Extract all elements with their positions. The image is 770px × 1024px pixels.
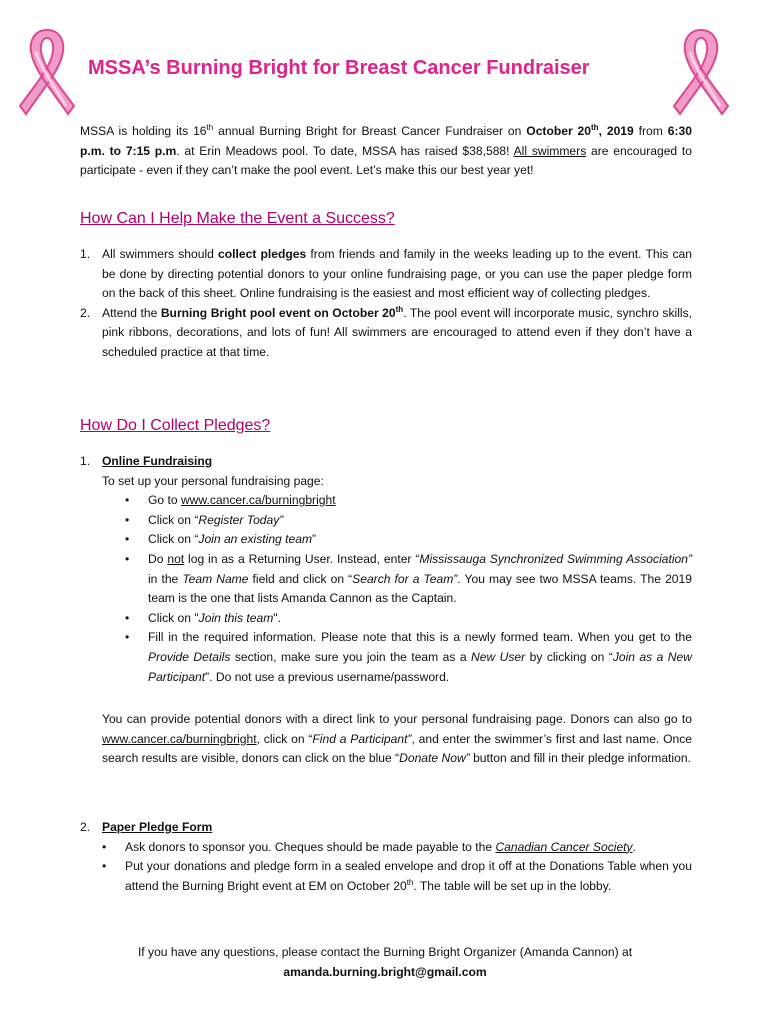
contact-footer (0, 942, 770, 982)
list-item: • Put your donations and pledge form in a sealed envelope and drop it off at the Donations Table when you attend the Burning Bright event at EM on October 20th. The table will be set up in the lobby. (102, 859, 692, 893)
online-fundraising-title: Online Fundraising (102, 454, 213, 468)
online-intro: To set up your personal fundraising page: (102, 473, 324, 488)
list-item: • Do not log in as a Returning User. Instead, enter “Mississauga Synchronized Swimming Association” in the Team Name field and click on “Search for a Team”. You may see two MSSA teams. The 2019 team is the one that lists Amanda Cannon as the Captain. (125, 551, 693, 606)
bullet-icon: • (125, 512, 130, 527)
pink-ribbon-icon-left (16, 22, 78, 118)
donors-paragraph: You can provide potential donors with a direct link to your personal fundraising page. Donors can also go to www.cancer.ca/burningbright, click on “Find a Participant”, and enter the swimmer’s first and last name. Once search results are visible, donors can click on the blue “Donate Now” button and fill in their pledge information. (102, 712, 693, 766)
burningbright-link[interactable]: www.cancer.ca/burningbright (180, 493, 336, 508)
bullet-icon: • (125, 551, 130, 566)
bullet-icon: • (125, 493, 130, 508)
paper-pledge-section: 2. Paper Pledge Form • Ask donors to sponsor you. Cheques should be made payable to the Canadian Cancer Society. • Put your donations and pledge form in a sealed envelope and drop it off at the Donations Table when you attend the Burning Bright event at EM on October 20th. The table will be set up in the lobby. (102, 818, 692, 896)
list-item: • Click on "Join this team". (125, 609, 692, 629)
list-item: 1. All swimmers should collect pledges from friends and family in the weeks leading up to the event. This can be done by directing potential donors to your online fundraising page, or you can use the paper pledge form on the back of this sheet. Online fundraising is the easiest and most efficient way of collecting pledges. (80, 247, 692, 301)
list-item: • Fill in the required information. Please note that this is a newly formed team. When you get to the Provide Details section, make sure you join the team as a New User by clicking on “Join as a New Participant”. Do not use a previous username/password. (125, 630, 692, 684)
page-title: MSSA’s Burning Bright for Breast Cancer Fundraiser (88, 57, 590, 79)
contact-email[interactable]: amanda.burning.bright@gmail.com (283, 965, 487, 979)
contact-text: If you have any questions, please contact the Burning Bright Organizer (Amanda Cannon) at (137, 945, 633, 959)
intro-paragraph: MSSA is holding its 16th annual Burning Bright for Breast Cancer Fundraiser on October 20th, 2019 from 6:30 p.m. to 7:15 p.m. at Erin Meadows pool. To date, MSSA has raised $38,588! All swimmers are encouraged to participate - even if they can’t make the pool event. Let’s make this our best year yet! (80, 122, 693, 178)
list-item: • Click on “Join an existing team” (125, 530, 692, 550)
paper-steps (102, 838, 692, 897)
burningbright-link[interactable]: www.cancer.ca/burningbright (102, 731, 257, 746)
list-item: • Click on “Register Today” (125, 511, 692, 531)
online-steps (125, 491, 692, 687)
bullet-icon: • (102, 839, 107, 854)
list-item: 2. Attend the Burning Bright pool event on October 20th. The pool event will incorporate music, synchro skills, pink ribbons, decorations, and lots of fun! All swimmers are encouraged to attend even if they don’t have a scheduled practice at that time. (80, 304, 692, 359)
bullet-icon: • (125, 610, 130, 625)
bullet-icon: • (125, 630, 130, 645)
bullet-icon: • (102, 859, 107, 874)
online-fundraising-section: 1. Online Fundraising To set up your personal fundraising page: • Go to www.cancer.ca/burningbright • Click on “Register Today” • Click on “Join an existing team” • Do not log in as a Returning User. Instead, enter “Mississauga Synchronized Swimming Association” in the Team Name field and click on “Search for a Team”. You may see two MSSA teams. The 2019 team is the one that lists Amanda Cannon as the Captain. • Click on "Join this team". • Fill in the required information. Please note that this is a newly formed team. When you get to the Provide Details section, make sure you join the team as a New User by clicking on “Join as a New Participant”. Do not use a previous username/password. (102, 452, 692, 687)
help-heading: How Can I Help Make the Event a Success? (80, 210, 395, 227)
collect-heading: How Do I Collect Pledges? (80, 417, 271, 434)
bullet-icon: • (125, 532, 130, 547)
list-item: • Ask donors to sponsor you. Cheques should be made payable to the Canadian Cancer Society. (102, 838, 692, 858)
list-item: • Go to www.cancer.ca/burningbright (125, 491, 692, 511)
paper-pledge-title: Paper Pledge Form (102, 820, 213, 834)
help-list (80, 245, 692, 363)
